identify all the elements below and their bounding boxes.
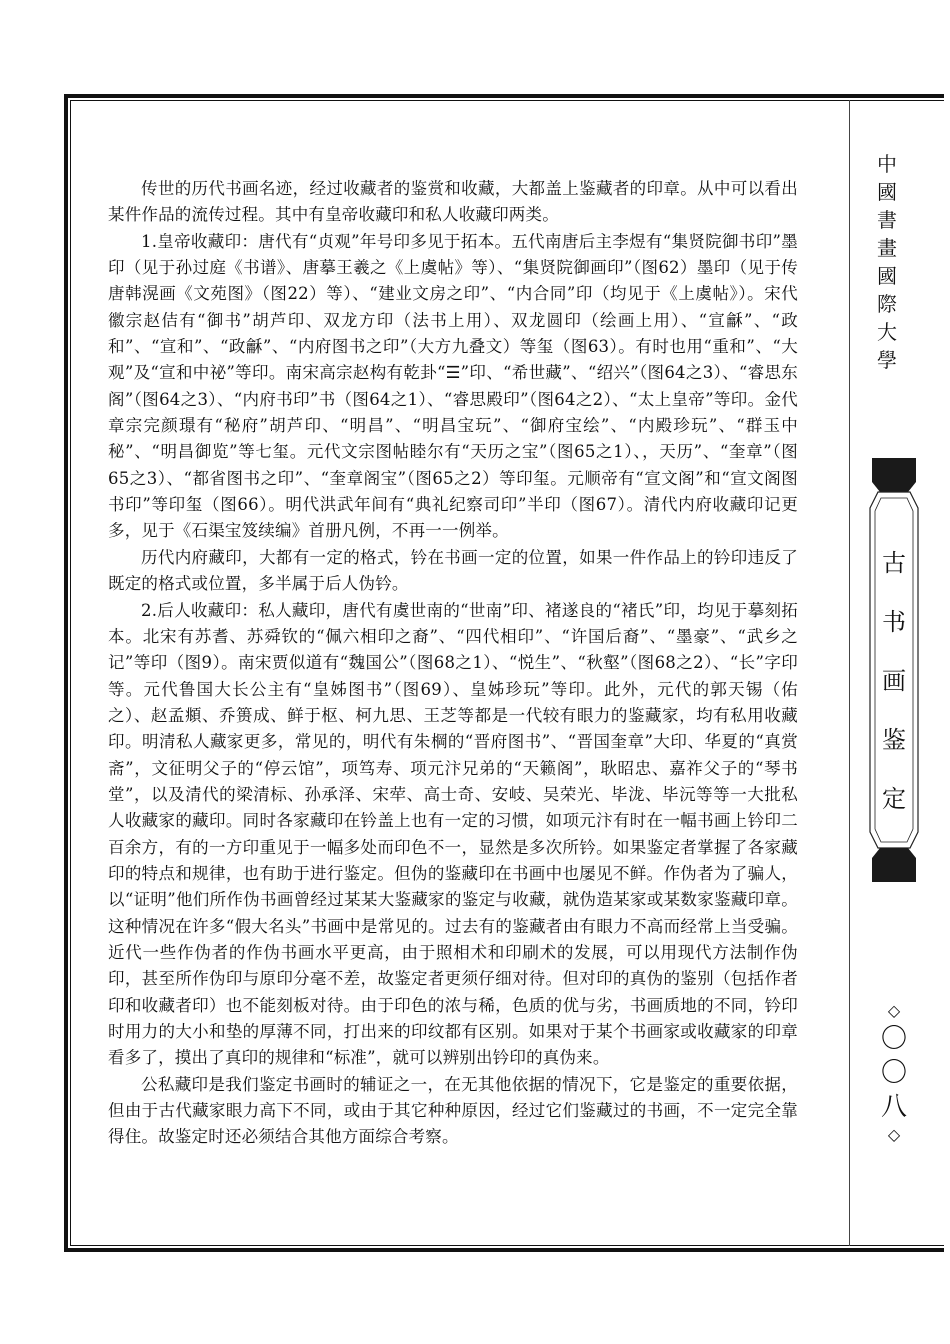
paragraph-intro: 传世的历代书画名迹，经过收藏者的鉴赏和收藏，大都盖上鉴藏者的印章。从中可以看出某件作品的流传过程。其中有皇帝收藏印和私人收藏印两类。 <box>108 179 798 225</box>
margin-divider <box>849 100 850 1246</box>
book-title <box>868 534 920 829</box>
page-number-digit: 八 <box>880 1092 907 1122</box>
body-text <box>108 176 798 1151</box>
diamond-ornament-icon: ◇ <box>887 1001 901 1020</box>
book-title-char: 定 <box>882 785 906 813</box>
university-char: 畫 <box>877 236 897 260</box>
book-title-char: 画 <box>882 667 906 695</box>
book-title-char: 鉴 <box>882 726 906 754</box>
page-number-digit: 〇 <box>880 1058 907 1088</box>
book-title-char: 书 <box>882 608 906 636</box>
page-number-digit: 〇 <box>880 1024 907 1054</box>
university-char: 學 <box>877 348 897 372</box>
university-char: 際 <box>877 292 897 316</box>
university-name <box>872 150 902 374</box>
university-char: 國 <box>877 180 897 204</box>
book-title-char: 古 <box>882 549 906 577</box>
paragraph-imperial-seals: 1.皇帝收藏印：唐代有“贞观”年号印多见于拓本。五代南唐后主李煜有“集贤院御书印”墨印（见于孙过庭《书谱》、唐摹王羲之《上虞帖》等）、“集贤院御画印”（图62）墨印（见于传唐韩滉画《文苑图》（图22）等）、“建业文房之印”、“内合同”印（均见于《上虞帖》）。宋代徽宗赵佶有“御书”胡芦印、双龙方印（法书上用）、双龙圆印（绘画上用）、“宣龢”、“政和”、“宣和”、“政龢”、“内府图书之印”（大方九叠文）等玺（图63）。有时也用“重和”、“大观”及“宣和中祕”等印。南宋高宗赵构有乾卦“☰”印、“希世藏”、“绍兴”（图64之3）、“睿思东阁”（图64之3）、“内府书印”书（图64之1）、“睿思殿印”（图64之2）、“太上皇帝”等印。金代章宗完颜璟有“秘府”胡芦印、“明昌”、“明昌宝玩”、“御府宝绘”、“内殿珍玩”、“群玉中秘”、“明昌御览”等七玺。元代文宗图帖睦尔有“天历之宝”（图65之1）、，天历”、“奎章”（图65之3）、“都省图书之印”、“奎章阁宝”（图65之2）等印玺。元顺帝有“宣文阁”和“宣文阁图书印”等印玺（图66）。明代洪武年间有“典礼纪察司印”半印（图67）。清代内府收藏印记更多，见于《石渠宝笈续编》首册凡例，不再一一例举。 <box>108 231 798 541</box>
university-char: 中 <box>877 152 897 176</box>
paragraph-private-seals: 2.后人收藏印：私人藏印，唐代有虞世南的“世南”印、褚遂良的“褚氏”印，均见于摹刻拓本。北宋有苏耆、苏舜钦的“佩六相印之裔”、“四代相印”、“许国后裔”、“墨豪”、“武乡之记”等印（图9）。南宋贾似道有“魏国公”（图68之1）、“悦生”、“秋壑”（图68之2）、“长”字印等。元代鲁国大长公主有“皇姊图书”（图69）、皇姊珍玩”等印。此外，元代的郭天锡（佑之）、赵孟頫、乔篑成、鲜于枢、柯九思、王芝等都是一代较有眼力的鉴藏家，均有私用收藏印。明清私人藏家更多，常见的，明代有朱棡的“晋府图书”、“晋国奎章”大印、华夏的“真赏斋”，文征明父子的“停云馆”，项笃寿、项元汴兄弟的“天籁阁”，耿昭忠、嘉祚父子的“琴书堂”，以及清代的梁清标、孙承泽、宋荦、高士奇、安岐、吴荣光、毕泷、毕沅等等一大批私人收藏家的藏印。同时各家藏印在钤盖上也有一定的习惯，如项元汴有时在一幅书画上钤印二百余方，有的一方印重见于一幅多处而印色不一，显然是多次所钤。如果鉴定者掌握了各家藏印的特点和规律，也有助于进行鉴定。但伪的鉴藏印在书画中也屡见不鲜。作伪者为了骗人，以“证明”他们所作伪书画曾经过某某大鉴藏家的鉴定与收藏，就伪造某家或某数家鉴藏印章。这种情况在许多“假大名头”书画中是常见的。过去有的鉴藏者由有眼力不高而经常上当受骗。近代一些作伪者的作伪书画水平更高，由于照相术和印刷术的发展，可以用现代方法制作伪印，甚至所作伪印与原印分毫不差，故鉴定者更须仔细对待。但对印的真伪的鉴别（包括作者印和收藏者印）也不能刻板对待。由于印色的浓与稀，色质的优与劣，书画质地的不同，钤印时用力的大小和垫的厚薄不同，打出来的印纹都有区别。如果对于某个书画家或收藏家的印章看多了，摸出了真印的规律和“标准”，就可以辨别出钤印的真伪来。 <box>108 600 798 1068</box>
page-number <box>868 1000 920 1146</box>
university-char: 國 <box>877 264 897 288</box>
paragraph-imperial-format: 历代内府藏印，大都有一定的格式，钤在书画一定的位置，如果一件作品上的钤印违反了既定的格式或位置，多半属于后人伪钤。 <box>108 547 798 594</box>
paragraph-conclusion: 公私藏印是我们鉴定书画时的辅证之一，在无其他依据的情况下，它是鉴定的重要依据，但由于古代藏家眼力高下不同，或由于其它种种原因，经过它们鉴藏过的书画，不一定完全靠得住。故鉴定时还必须结合其他方面综合考察。 <box>108 1074 798 1147</box>
university-char: 大 <box>877 320 897 344</box>
university-char: 書 <box>877 208 897 232</box>
diamond-ornament-icon: ◇ <box>887 1125 901 1144</box>
